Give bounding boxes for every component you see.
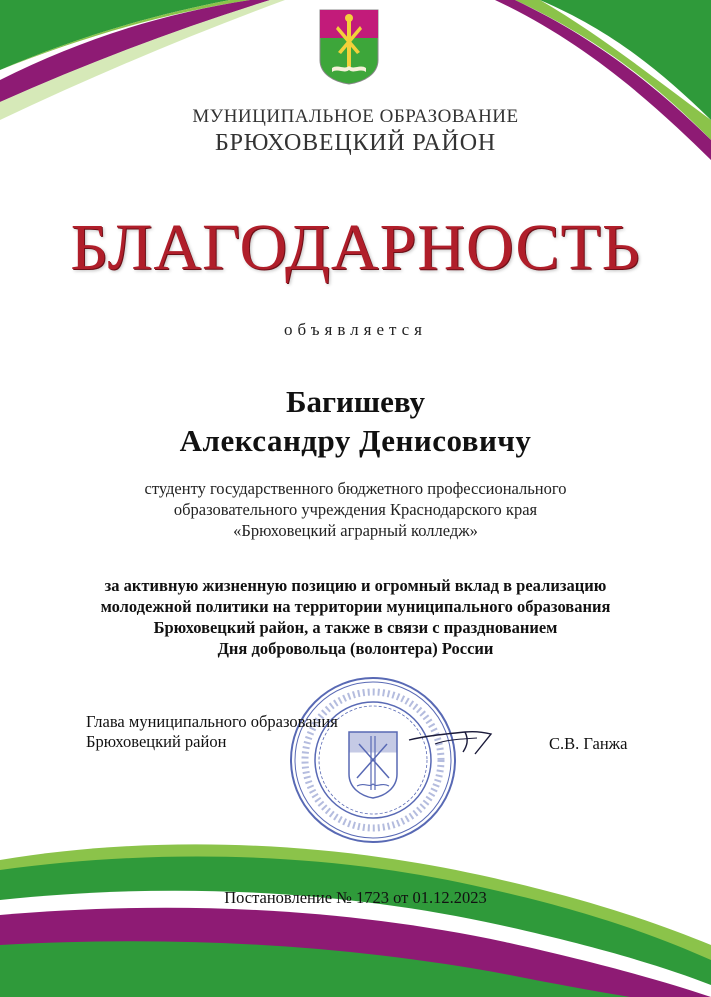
award-reason — [0, 575, 711, 659]
recipient-description — [0, 478, 711, 541]
description-line-1: студенту государственного бюджетного профессионального — [144, 479, 567, 498]
coat-of-arms-icon — [318, 8, 380, 86]
signatory-position-line-2: Брюховецкий район — [86, 732, 227, 751]
reason-line-3: Брюховецкий район, а также в связи с празднованием — [153, 618, 558, 637]
document-title: БЛАГОДАРНОСТЬ — [70, 211, 641, 284]
recipient-given-names: Александру Денисовичу — [179, 423, 532, 458]
description-line-2: образовательного учреждения Краснодарского края — [173, 500, 538, 519]
org-line-2: БРЮХОВЕЦКИЙ РАЙОН — [215, 130, 496, 156]
signatory-position — [86, 712, 338, 752]
org-line-1: МУНИЦИПАЛЬНОЕ ОБРАЗОВАНИЕ — [192, 106, 519, 127]
signatory-position-line-1: Глава муниципального образования — [86, 712, 338, 731]
decree-reference: Постановление № 1723 от 01.12.2023 — [224, 888, 487, 907]
description-line-3: «Брюховецкий аграрный колледж» — [233, 521, 478, 540]
announced-label: объявляется — [284, 320, 427, 339]
recipient-surname: Багишеву — [285, 384, 426, 419]
reason-line-1: за активную жизненную позицию и огромный вклад в реализацию — [104, 576, 607, 595]
handwritten-signature-icon — [405, 710, 505, 770]
signatory-name: С.В. Ганжа — [549, 734, 628, 753]
reason-line-4: Дня добровольца (волонтера) России — [217, 639, 494, 658]
reason-line-2: молодежной политики на территории муниципального образования — [100, 597, 611, 616]
